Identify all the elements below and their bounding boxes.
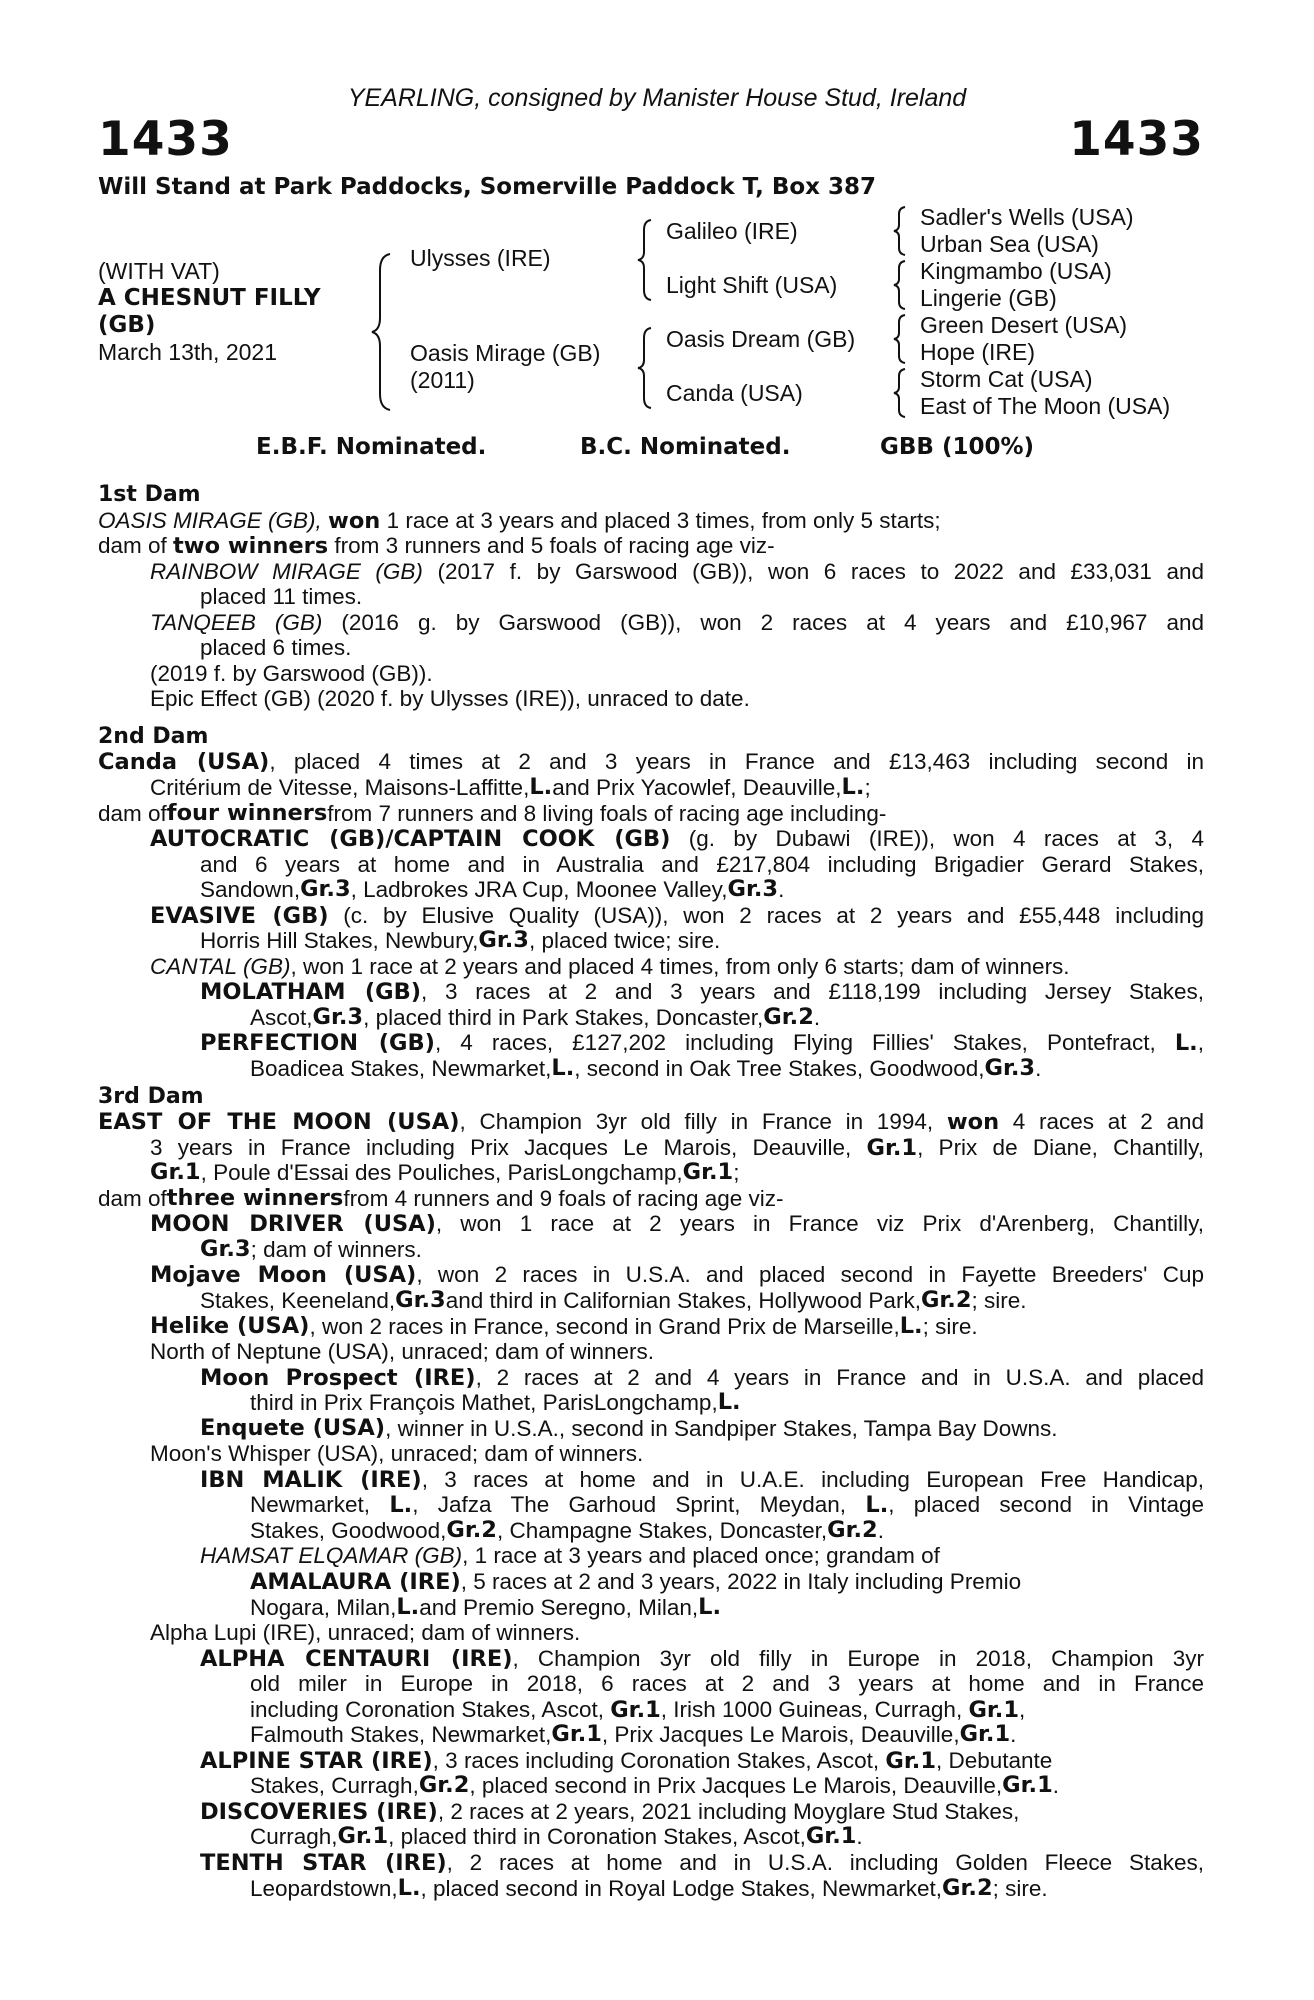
granddam-6: Hope (IRE)	[920, 339, 1036, 365]
text-line: RAINBOW MIRAGE (GB) (2017 f. by Garswood (GB)), won 6 races to 2022 and £33,031 and	[150, 558, 1204, 584]
gbb-rating: GBB (100%)	[880, 434, 1035, 460]
text-line: Nogara, Milan, L. and Premio Seregno, Milan, L.	[250, 1593, 722, 1620]
brace-g2	[892, 259, 908, 311]
granddam-2: Urban Sea (USA)	[920, 231, 1099, 257]
text-line: EVASIVE (GB) (c. by Elusive Quality (USA)), won 2 races at 2 years and £55,448 including	[150, 902, 1205, 929]
text-line: Newmarket, L., Jafza The Garhoud Sprint, Meydan, L., placed second in Vintage	[250, 1492, 1205, 1519]
text-line: Enquete (USA) , winner in U.S.A., second in Sandpiper Stakes, Tampa Bay Downs.	[200, 1414, 1058, 1441]
text-line: Critérium de Vitesse, Maisons-Laffitte, L. and Prix Yacowlef, Deauville, L. ;	[150, 774, 871, 801]
vat-note: (WITH VAT)	[98, 258, 220, 284]
produce-record	[98, 482, 1204, 1901]
text-line: Stakes, Keeneland, Gr.3 and third in Californian Stakes, Hollywood Park, Gr.2 ; sire.	[200, 1286, 1027, 1313]
text-line: OASIS MIRAGE (GB), won 1 race at 3 years and placed 3 times, from only 5 starts;	[98, 507, 941, 534]
text-line: and 6 years at home and in Australia and £217,804 including Brigadier Gerard Stakes,	[200, 851, 1204, 877]
text-line: Helike (USA) , won 2 races in France, second in Grand Prix de Marseille, L. ; sire.	[150, 1312, 978, 1339]
text-line: Horris Hill Stakes, Newbury, Gr.3 , placed twice; sire.	[200, 927, 721, 954]
text-line: Sandown, Gr.3 , Ladbrokes JRA Cup, Moonee Valley, Gr.3 .	[200, 876, 785, 903]
text-line: Leopardstown, L. , placed second in Royal Lodge Stakes, Newmarket, Gr.2 ; sire.	[250, 1874, 1048, 1901]
dam: Oasis Mirage (GB)	[410, 340, 601, 366]
dam-sire: Oasis Dream (GB)	[666, 326, 856, 352]
text-line: Curragh, Gr.1 , placed third in Coronation Stakes, Ascot, Gr.1 .	[250, 1823, 863, 1850]
bc-nomination: B.C. Nominated.	[580, 434, 791, 460]
stand-location: Will Stand at Park Paddocks, Somerville Paddock T, Box 387	[98, 174, 877, 200]
text-line: Canda (USA), placed 4 times at 2 and 3 years in France and £13,463 including second in	[98, 749, 1205, 776]
foaling-date: March 13th, 2021	[98, 339, 278, 365]
text-line: AUTOCRATIC (GB)/CAPTAIN COOK (GB) (g. by Dubawi (IRE)), won 4 races at 3, 4	[150, 826, 1204, 853]
dam-dam: Canda (USA)	[666, 380, 803, 406]
brace-g1	[892, 205, 908, 257]
text-line: HAMSAT ELQAMAR (GB), 1 race at 3 years and placed once; grandam of	[200, 1543, 940, 1569]
brace-dam	[636, 326, 654, 410]
text-line: Alpha Lupi (IRE), unraced; dam of winners.	[150, 1620, 581, 1646]
lot-name-country: (GB)	[98, 312, 156, 338]
brace-g3	[892, 313, 908, 365]
text-line: EAST OF THE MOON (USA), Champion 3yr old filly in France in 1994, won 4 races at 2 and	[98, 1109, 1204, 1136]
text-line: placed 11 times.	[200, 584, 363, 610]
grandsire-1: Sadler's Wells (USA)	[920, 204, 1134, 230]
text-line: placed 6 times.	[200, 635, 352, 661]
grandsire-3: Kingmambo (USA)	[920, 258, 1112, 284]
dam-year: (2011)	[410, 367, 475, 393]
brace-g4	[892, 367, 908, 419]
text-line: Moon Prospect (IRE), 2 races at 2 and 4 years in France and in U.S.A. and placed	[200, 1364, 1204, 1391]
text-line: ALPHA CENTAURI (IRE), Champion 3yr old filly in Europe in 2018, Champion 3yr	[200, 1645, 1204, 1672]
text-line: North of Neptune (USA), unraced; dam of winners.	[150, 1339, 654, 1365]
text-line: dam of two winners from 3 runners and 5 foals of racing age viz-	[98, 533, 775, 560]
sire-sire: Galileo (IRE)	[666, 218, 798, 244]
text-line: including Coronation Stakes, Ascot, Gr.1, Irish 1000 Guineas, Curragh, Gr.1,	[250, 1696, 1026, 1723]
text-line: dam of three winners from 4 runners and 9 foals of racing age viz-	[98, 1184, 784, 1211]
text-line: third in Prix François Mathet, ParisLongchamp, L.	[250, 1389, 741, 1416]
text-line: Stakes, Goodwood, Gr.2 , Champagne Stakes, Doncaster, Gr.2 .	[250, 1516, 884, 1543]
text-line: PERFECTION (GB), 4 races, £127,202 including Flying Fillies' Stakes, Pontefract, L.,	[200, 1030, 1204, 1057]
text-line: TENTH STAR (IRE), 2 races at home and in U.S.A. including Golden Fleece Stakes,	[200, 1849, 1204, 1876]
ebf-nomination: E.B.F. Nominated.	[256, 434, 487, 460]
text-line: (2019 f. by Garswood (GB)).	[150, 660, 433, 686]
text-line: Gr.3 ; dam of winners.	[200, 1235, 422, 1262]
text-line: ALPINE STAR (IRE), 3 races including Coronation Stakes, Ascot, Gr.1, Debutante	[200, 1747, 1053, 1774]
text-line: MOON DRIVER (USA), won 1 race at 2 years in France viz Prix d'Arenberg, Chantilly,	[150, 1211, 1204, 1238]
text-line: Moon's Whisper (USA), unraced; dam of winners.	[150, 1441, 644, 1467]
grandsire-7: Storm Cat (USA)	[920, 366, 1093, 392]
brace-sire	[636, 218, 654, 302]
text-line: Mojave Moon (USA), won 2 races in U.S.A. and placed second in Fayette Breeders' Cup	[150, 1262, 1204, 1289]
text-line: IBN MALIK (IRE), 3 races at home and in U.A.E. including European Free Handicap,	[200, 1466, 1204, 1493]
text-line: Stakes, Curragh, Gr.2 , placed second in Prix Jacques Le Marois, Deauville, Gr.1 .	[250, 1772, 1059, 1799]
text-line: Gr.1 , Poule d'Essai des Pouliches, ParisLongchamp, Gr.1 ;	[150, 1159, 740, 1186]
text-line: old miler in Europe in 2018, 6 races at 2 and 3 years at home and in France	[250, 1671, 1204, 1697]
text-line: Epic Effect (GB) (2020 f. by Ulysses (IRE)), unraced to date.	[150, 686, 750, 712]
third-dam-heading: 3rd Dam	[98, 1083, 204, 1109]
text-line: Falmouth Stakes, Newmarket, Gr.1 , Prix Jacques Le Marois, Deauville, Gr.1 .	[250, 1721, 1017, 1748]
text-line: DISCOVERIES (IRE), 2 races at 2 years, 2021 including Moyglare Stud Stakes,	[200, 1798, 1020, 1825]
sire-dam: Light Shift (USA)	[666, 272, 838, 298]
text-line: dam of four winners from 7 runners and 8 living foals of racing age including-	[98, 799, 887, 826]
text-line: 3 years in France including Prix Jacques Le Marois, Deauville, Gr.1, Prix de Diane, Chantilly,	[150, 1134, 1204, 1161]
lot-number-left: 1433	[98, 112, 233, 167]
lot-number-right: 1433	[1069, 112, 1204, 167]
grandsire-5: Green Desert (USA)	[920, 312, 1128, 338]
consignment-line: YEARLING, consigned by Manister House Stud, Ireland	[347, 84, 967, 112]
text-line: Boadicea Stakes, Newmarket, L. , second in Oak Tree Stakes, Goodwood, Gr.3 .	[250, 1055, 1042, 1082]
sire: Ulysses (IRE)	[410, 245, 551, 271]
text-line: Ascot, Gr.3 , placed third in Park Stakes, Doncaster, Gr.2 .	[250, 1003, 821, 1030]
text-line: MOLATHAM (GB), 3 races at 2 and 3 years and £118,199 including Jersey Stakes,	[200, 979, 1204, 1006]
first-dam-heading: 1st Dam	[98, 482, 201, 507]
text-line: TANQEEB (GB) (2016 g. by Garswood (GB)), won 2 races at 4 years and £10,967 and	[150, 609, 1204, 635]
granddam-4: Lingerie (GB)	[920, 285, 1057, 311]
brace-main	[370, 252, 394, 412]
text-line: CANTAL (GB) , won 1 race at 2 years and placed 4 times, from only 6 starts; dam of winners.	[150, 953, 1070, 979]
text-line: AMALAURA (IRE), 5 races at 2 and 3 years, 2022 in Italy including Premio	[250, 1568, 1022, 1595]
granddam-8: East of The Moon (USA)	[920, 393, 1171, 419]
second-dam-heading: 2nd Dam	[98, 723, 209, 749]
lot-name: A CHESNUT FILLY	[98, 285, 321, 311]
